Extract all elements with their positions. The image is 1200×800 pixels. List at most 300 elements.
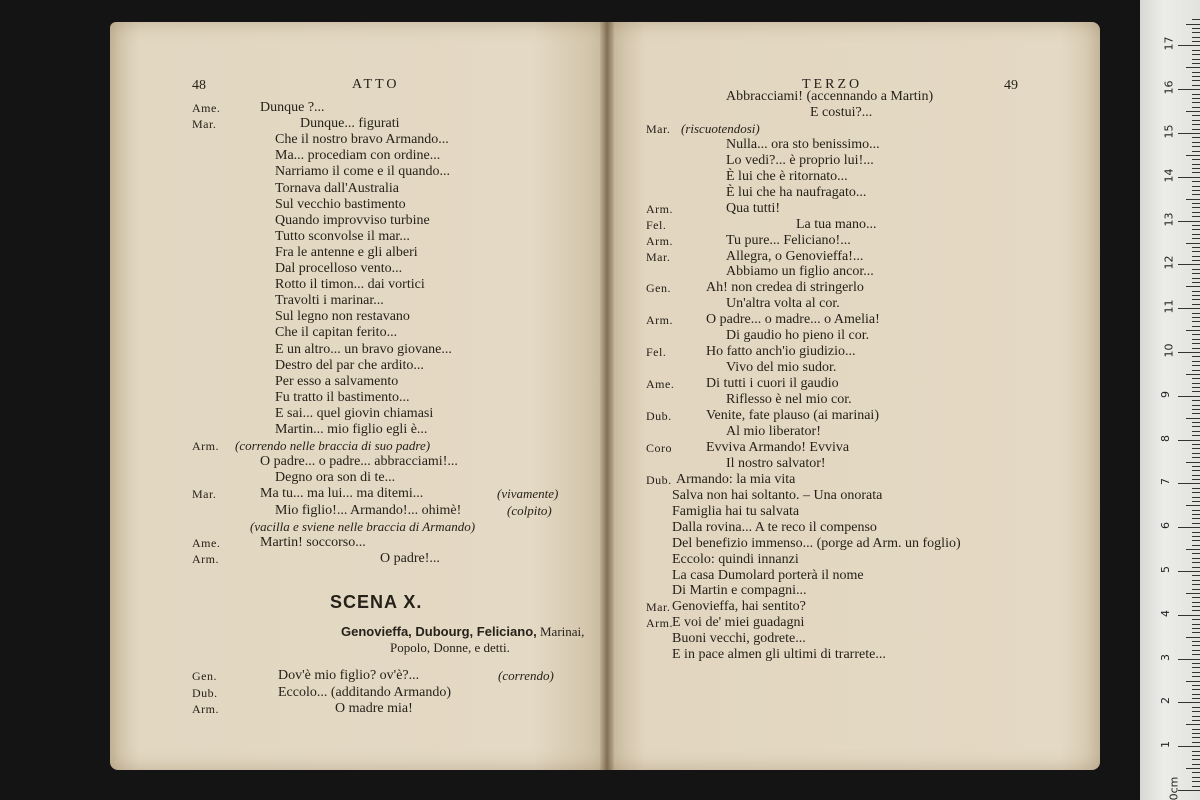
ruler-tick — [1192, 387, 1200, 388]
speaker-label: Fel. — [646, 345, 667, 360]
ruler-tick — [1192, 444, 1200, 445]
verse-line: Di Martin e compagni... — [672, 583, 807, 599]
ruler-tick — [1192, 159, 1200, 160]
ruler-number: 7 — [1159, 478, 1172, 486]
verse-line: Un'altra volta al cor. — [726, 296, 840, 312]
ruler-tick — [1192, 115, 1200, 116]
ruler-tick — [1192, 129, 1200, 130]
ruler-tick — [1192, 567, 1200, 568]
ruler-tick — [1192, 453, 1200, 454]
ruler-tick — [1192, 50, 1200, 51]
verse-line: Abbracciami! (accennando a Martin) — [726, 89, 934, 104]
ruler-tick — [1186, 549, 1200, 550]
verse-line: Dal procelloso vento... — [275, 261, 403, 276]
verse-line: Che il capitan ferito... — [275, 325, 398, 341]
verse-line: Fu tratto il bastimento... — [275, 389, 410, 405]
ruler-tick — [1192, 216, 1200, 217]
speaker-label: Arm. — [192, 702, 219, 716]
ruler-tick — [1178, 308, 1200, 309]
speaker-label: Fel. — [646, 217, 667, 232]
ruler-tick — [1192, 164, 1200, 165]
ruler-tick — [1192, 299, 1200, 300]
speaker-label: Dub. — [646, 409, 672, 423]
ruler-number: 13 — [1162, 212, 1176, 227]
open-book — [110, 22, 1110, 782]
ruler-tick — [1192, 729, 1200, 730]
ruler-tick — [1192, 295, 1200, 296]
ruler-tick — [1192, 606, 1200, 607]
ruler-tick — [1192, 650, 1200, 651]
ruler-tick — [1186, 24, 1200, 25]
ruler-tick — [1192, 190, 1200, 191]
speaker-label: Arm. — [192, 551, 219, 566]
verse-line: Al mio liberator! — [726, 423, 821, 439]
verse-line: Di tutti i cuori il gaudio — [706, 376, 839, 392]
verse-line: Del benefizio immenso... (porge ad Arm. un foglio) — [672, 535, 961, 551]
ruler-tick — [1192, 146, 1200, 147]
ruler-tick — [1192, 343, 1200, 344]
verse-line: E costui?... — [810, 104, 873, 120]
ruler-tick — [1178, 702, 1200, 703]
ruler-tick — [1192, 645, 1200, 646]
verse-line: O padre!... — [380, 550, 440, 566]
ruler-tick — [1192, 54, 1200, 55]
verse-line: Rotto il timon... dai vortici — [275, 277, 425, 293]
verse-line: Lo vedi?... è proprio lui!... — [726, 152, 874, 168]
ruler-number: 15 — [1162, 124, 1176, 139]
ruler-tick — [1192, 584, 1200, 585]
ruler-tick — [1192, 448, 1200, 449]
ruler-tick — [1192, 229, 1200, 230]
ruler-tick — [1192, 181, 1200, 182]
verse-line: Ah! non credea di stringerlo — [706, 280, 864, 296]
ruler-tick — [1192, 479, 1200, 480]
verse-line: La casa Dumolard porterà il nome — [672, 567, 864, 583]
verse-line: Qua tutti! — [726, 200, 781, 216]
verse-line: Che il nostro bravo Armando... — [275, 132, 449, 148]
verse-line: (correndo nelle braccia di suo padre) — [235, 438, 431, 454]
verse-line: Eccolo... (additando Armando) — [278, 684, 452, 700]
ruler-tick — [1192, 313, 1200, 314]
ruler-tick — [1192, 641, 1200, 642]
book-gutter — [600, 22, 614, 770]
ruler-tick — [1178, 790, 1200, 791]
ruler-number: 8 — [1159, 434, 1172, 442]
verse-line: Allegra, o Genovieffa!... — [726, 248, 864, 264]
verse-line: Destro del par che ardito... — [275, 357, 424, 373]
ruler-tick — [1186, 330, 1200, 331]
ruler-tick — [1192, 575, 1200, 576]
verse-line: Famiglia hai tu salvata — [672, 503, 800, 519]
speaker-label: Arm. — [192, 439, 219, 454]
ruler-tick — [1192, 488, 1200, 489]
verse-line: Sul vecchio bastimento — [275, 196, 406, 212]
ruler-tick — [1192, 94, 1200, 95]
ruler-tick — [1192, 553, 1200, 554]
verse-line: Mio figlio!... Armando!... ohimè! — [275, 502, 462, 518]
ruler-tick — [1192, 737, 1200, 738]
ruler-tick — [1192, 80, 1200, 81]
ruler-tick — [1192, 59, 1200, 60]
verse-line: O madre mia! — [335, 701, 413, 716]
ruler-tick — [1192, 510, 1200, 511]
ruler-tick — [1186, 505, 1200, 506]
ruler-tick — [1192, 326, 1200, 327]
verse-line: E in pace almen gli ultimi di trarrete... — [672, 647, 886, 663]
speaker-label: Mar. — [646, 600, 671, 615]
speaker-label: Ame. — [192, 101, 221, 115]
ruler-number: 10 — [1162, 343, 1176, 358]
ruler-number: 4 — [1159, 609, 1172, 617]
ruler-tick — [1192, 580, 1200, 581]
ruler-tick — [1192, 685, 1200, 686]
ruler-tick — [1192, 597, 1200, 598]
verse-line: E sai... quel giovin chiamasi — [275, 405, 434, 421]
ruler-tick — [1192, 435, 1200, 436]
verse-line: (riscuotendosi) — [681, 120, 760, 136]
ruler-tick — [1192, 562, 1200, 563]
verse-line: Armando: la mia vita — [676, 471, 796, 487]
verse-line: Narriamo il come e il quando... — [275, 164, 450, 180]
speaker-label: Mar. — [192, 487, 217, 502]
ruler-tick — [1192, 102, 1200, 103]
ruler-tick — [1192, 269, 1200, 270]
ruler-tick — [1192, 466, 1200, 467]
ruler-tick — [1192, 28, 1200, 29]
ruler-tick — [1186, 374, 1200, 375]
speaker-label: Arm. — [646, 201, 673, 216]
ruler-tick — [1192, 667, 1200, 668]
cast-list-bold: Genovieffa, Dubourg, Feliciano, — [341, 624, 537, 639]
verse-line: Degno ora son di te... — [275, 470, 396, 486]
ruler-tick — [1192, 733, 1200, 734]
ruler-number: 1 — [1159, 741, 1172, 749]
ruler-tick — [1192, 19, 1200, 20]
verse-line: O padre... o madre... o Amelia! — [706, 312, 880, 328]
verse-line: È lui che ha naufragato... — [726, 184, 867, 200]
speaker-label: Coro — [646, 440, 672, 455]
verse-line: (vacilla e sviene nelle braccia di Armando) — [250, 518, 476, 534]
ruler-number: 11 — [1162, 299, 1176, 314]
ruler-number: 5 — [1159, 566, 1172, 573]
ruler-tick — [1192, 317, 1200, 318]
ruler-tick — [1192, 751, 1200, 752]
ruler-tick — [1192, 523, 1200, 524]
ruler-tick — [1178, 89, 1200, 90]
ruler-tick — [1192, 361, 1200, 362]
ruler-tick — [1192, 225, 1200, 226]
ruler-tick — [1178, 177, 1200, 178]
ruler-tick — [1192, 720, 1200, 721]
verse-line: Abbiamo un figlio ancor... — [726, 264, 874, 280]
ruler-tick — [1192, 518, 1200, 519]
page-header-right: TERZO — [802, 77, 863, 92]
ruler-tick — [1178, 615, 1200, 616]
ruler-tick — [1192, 689, 1200, 690]
verse-line: Fra le antenne e gli alberi — [275, 244, 418, 260]
ruler-tick — [1186, 418, 1200, 419]
ruler-tick — [1192, 759, 1200, 760]
ruler-tick — [1192, 663, 1200, 664]
ruler-tick — [1192, 120, 1200, 121]
ruler-tick — [1192, 470, 1200, 471]
scene-title: SCENA X. — [330, 592, 423, 612]
stage-direction: (colpito) — [507, 502, 552, 518]
verse-line: E voi de' miei guadagni — [672, 615, 805, 631]
verse-line: Dalla rovina... A te reco il compenso — [672, 519, 877, 535]
ruler-tick — [1192, 304, 1200, 305]
ruler-tick — [1192, 339, 1200, 340]
ruler-tick — [1192, 610, 1200, 611]
verse-line: Dov'è mio figlio? ov'è?... — [278, 668, 420, 683]
verse-line: Riflesso è nel mio cor. — [726, 392, 852, 408]
verse-line: Dunque... figurati — [300, 116, 400, 132]
ruler-tick — [1192, 234, 1200, 235]
ruler-tick — [1192, 238, 1200, 239]
verse-line: Martin... mio figlio egli è... — [275, 422, 428, 437]
cast-list — [341, 624, 584, 640]
ruler-tick — [1192, 247, 1200, 248]
verse-line: Ma... procediam con ordine... — [275, 148, 441, 164]
ruler-tick — [1192, 755, 1200, 756]
verse-line: Salva non hai soltanto. – Una onorata — [672, 487, 883, 503]
ruler-tick — [1192, 786, 1200, 787]
verse-line: Tornava dall'Australia — [275, 180, 399, 196]
ruler-tick — [1192, 676, 1200, 677]
verse-line: Nulla... ora sto benissimo... — [726, 136, 880, 152]
ruler-tick — [1186, 637, 1200, 638]
ruler-tick — [1192, 356, 1200, 357]
ruler-tick — [1192, 32, 1200, 33]
ruler-tick — [1192, 291, 1200, 292]
ruler-tick — [1186, 768, 1200, 769]
ruler-tick — [1192, 378, 1200, 379]
ruler-tick — [1192, 409, 1200, 410]
verse-line: Ho fatto anch'io giudizio... — [706, 344, 856, 360]
verse-line: O padre... o padre... abbracciami!... — [260, 454, 458, 470]
cast-list-rest: Marinai, — [540, 624, 585, 639]
ruler-tick — [1192, 558, 1200, 559]
verse-line: Venite, fate plauso (ai marinai) — [706, 408, 879, 423]
left-page — [110, 22, 608, 770]
verse-line: Buoni vecchi, godrete... — [672, 631, 806, 647]
measurement-ruler — [1140, 0, 1200, 800]
ruler-tick — [1178, 483, 1200, 484]
speaker-label: Dub. — [192, 685, 218, 700]
ruler-tick — [1192, 207, 1200, 208]
ruler-tick — [1192, 716, 1200, 717]
ruler-tick — [1192, 383, 1200, 384]
page-number-right: 49 — [1004, 78, 1018, 93]
stage-direction: (vivamente) — [497, 486, 559, 502]
ruler-tick — [1192, 370, 1200, 371]
ruler-tick — [1192, 540, 1200, 541]
verse-line: Quando improvviso turbine — [275, 212, 430, 228]
ruler-tick — [1192, 514, 1200, 515]
ruler-tick — [1192, 98, 1200, 99]
verse-line: Dunque ?... — [260, 100, 325, 115]
verse-line: Per esso a salvamento — [275, 373, 399, 389]
ruler-tick — [1192, 186, 1200, 187]
verse-line: Ma tu... ma lui... ma ditemi... — [260, 486, 424, 502]
ruler-tick — [1192, 400, 1200, 401]
ruler-tick — [1178, 221, 1200, 222]
ruler-tick — [1192, 698, 1200, 699]
ruler-tick — [1192, 365, 1200, 366]
ruler-tick — [1192, 273, 1200, 274]
ruler-tick — [1192, 172, 1200, 173]
speaker-label: Mar. — [646, 121, 671, 136]
ruler-tick — [1192, 589, 1200, 590]
ruler-tick — [1192, 251, 1200, 252]
verse-line: E un altro... un bravo giovane... — [275, 341, 452, 357]
page-header-left: ATTO — [352, 77, 400, 92]
ruler-tick — [1192, 492, 1200, 493]
verse-line: È lui che è ritornato... — [726, 168, 848, 184]
ruler-tick — [1186, 681, 1200, 682]
verse-line: Tutto sconvolse il mar... — [275, 228, 410, 244]
ruler-tick — [1192, 426, 1200, 427]
ruler-tick — [1192, 475, 1200, 476]
ruler-tick — [1192, 711, 1200, 712]
ruler-tick — [1178, 440, 1200, 441]
ruler-number: 14 — [1162, 168, 1176, 183]
verse-line: Sul legno non restavano — [275, 309, 410, 325]
ruler-tick — [1192, 41, 1200, 42]
ruler-tick — [1186, 593, 1200, 594]
ruler-tick — [1178, 264, 1200, 265]
ruler-tick — [1178, 396, 1200, 397]
ruler-tick — [1192, 85, 1200, 86]
ruler-tick — [1192, 405, 1200, 406]
ruler-tick — [1192, 282, 1200, 283]
ruler-tick — [1186, 199, 1200, 200]
verse-line: Martin! soccorso... — [260, 534, 366, 550]
ruler-tick — [1192, 781, 1200, 782]
ruler-tick — [1186, 286, 1200, 287]
ruler-number: 16 — [1162, 80, 1176, 95]
ruler-tick — [1192, 772, 1200, 773]
verse-line: Di gaudio ho pieno il cor. — [726, 328, 870, 344]
ruler-tick — [1192, 37, 1200, 38]
ruler-number: 3 — [1159, 653, 1172, 661]
ruler-tick — [1192, 260, 1200, 261]
ruler-tick — [1192, 764, 1200, 765]
speaker-label: Gen. — [646, 281, 671, 296]
ruler-tick — [1192, 628, 1200, 629]
ruler-tick — [1192, 124, 1200, 125]
ruler-tick — [1192, 497, 1200, 498]
ruler-tick — [1192, 334, 1200, 335]
ruler-tick — [1186, 243, 1200, 244]
ruler-tick — [1178, 659, 1200, 660]
stage-direction: (correndo) — [498, 668, 554, 683]
ruler-tick — [1192, 545, 1200, 546]
verse-line: Vivo del mio sudor. — [726, 360, 837, 376]
ruler-tick — [1192, 391, 1200, 392]
ruler-tick — [1192, 624, 1200, 625]
ruler-tick — [1192, 694, 1200, 695]
ruler-tick — [1178, 571, 1200, 572]
ruler-tick — [1192, 532, 1200, 533]
ruler-tick — [1192, 777, 1200, 778]
ruler-tick — [1192, 422, 1200, 423]
ruler-tick — [1186, 155, 1200, 156]
speaker-label: Arm. — [646, 233, 673, 248]
ruler-tick — [1192, 536, 1200, 537]
ruler-tick — [1178, 352, 1200, 353]
speaker-label: Arm. — [646, 313, 673, 328]
ruler-tick — [1192, 151, 1200, 152]
ruler-tick — [1192, 278, 1200, 279]
ruler-tick — [1192, 413, 1200, 414]
ruler-tick — [1192, 431, 1200, 432]
ruler-tick — [1192, 602, 1200, 603]
ruler-tick — [1192, 256, 1200, 257]
ruler-tick — [1178, 527, 1200, 528]
ruler-tick — [1186, 111, 1200, 112]
ruler-number: 6 — [1159, 522, 1172, 530]
verse-line: Eccolo: quindi innanzi — [672, 551, 799, 567]
speaker-label: Dub. — [646, 472, 672, 487]
ruler-tick — [1192, 501, 1200, 502]
ruler-tick — [1192, 654, 1200, 655]
ruler-tick — [1192, 707, 1200, 708]
ruler-tick — [1192, 212, 1200, 213]
ruler-tick — [1178, 133, 1200, 134]
speaker-label: Ame. — [192, 535, 221, 550]
ruler-tick — [1192, 76, 1200, 77]
verse-line: Genovieffa, hai sentito? — [672, 599, 806, 615]
ruler-tick — [1192, 194, 1200, 195]
ruler-tick — [1178, 45, 1200, 46]
ruler-tick — [1192, 672, 1200, 673]
ruler-tick — [1192, 203, 1200, 204]
speaker-label: Ame. — [646, 377, 675, 392]
ruler-number: 9 — [1159, 390, 1172, 398]
ruler-tick — [1178, 746, 1200, 747]
ruler-tick — [1192, 63, 1200, 64]
ruler-tick — [1192, 142, 1200, 143]
ruler-tick — [1192, 742, 1200, 743]
verse-line: Travolti i marinar... — [275, 293, 384, 309]
verse-line: Il nostro salvator! — [726, 455, 826, 471]
ruler-tick — [1192, 72, 1200, 73]
ruler-tick — [1192, 107, 1200, 108]
ruler-number: 12 — [1162, 255, 1176, 270]
ruler-tick — [1186, 462, 1200, 463]
cast-list-line2: Popolo, Donne, e detti. — [390, 640, 510, 655]
ruler-tick — [1186, 724, 1200, 725]
ruler-number: 0cm — [1167, 776, 1181, 800]
ruler-tick — [1192, 168, 1200, 169]
speaker-label: Gen. — [192, 669, 217, 683]
ruler-tick — [1192, 632, 1200, 633]
verse-line: La tua mano... — [796, 216, 877, 232]
verse-line: Tu pure... Feliciano!... — [726, 232, 851, 248]
ruler-tick — [1192, 321, 1200, 322]
ruler-tick — [1192, 348, 1200, 349]
right-page — [606, 22, 1100, 770]
ruler-tick — [1192, 457, 1200, 458]
ruler-number: 17 — [1162, 36, 1176, 51]
ruler-number: 2 — [1159, 697, 1172, 705]
speaker-label: Mar. — [192, 117, 217, 132]
ruler-tick — [1192, 619, 1200, 620]
ruler-tick — [1192, 137, 1200, 138]
speaker-label: Mar. — [646, 249, 671, 264]
verse-line: Evviva Armando! Evviva — [706, 439, 850, 455]
